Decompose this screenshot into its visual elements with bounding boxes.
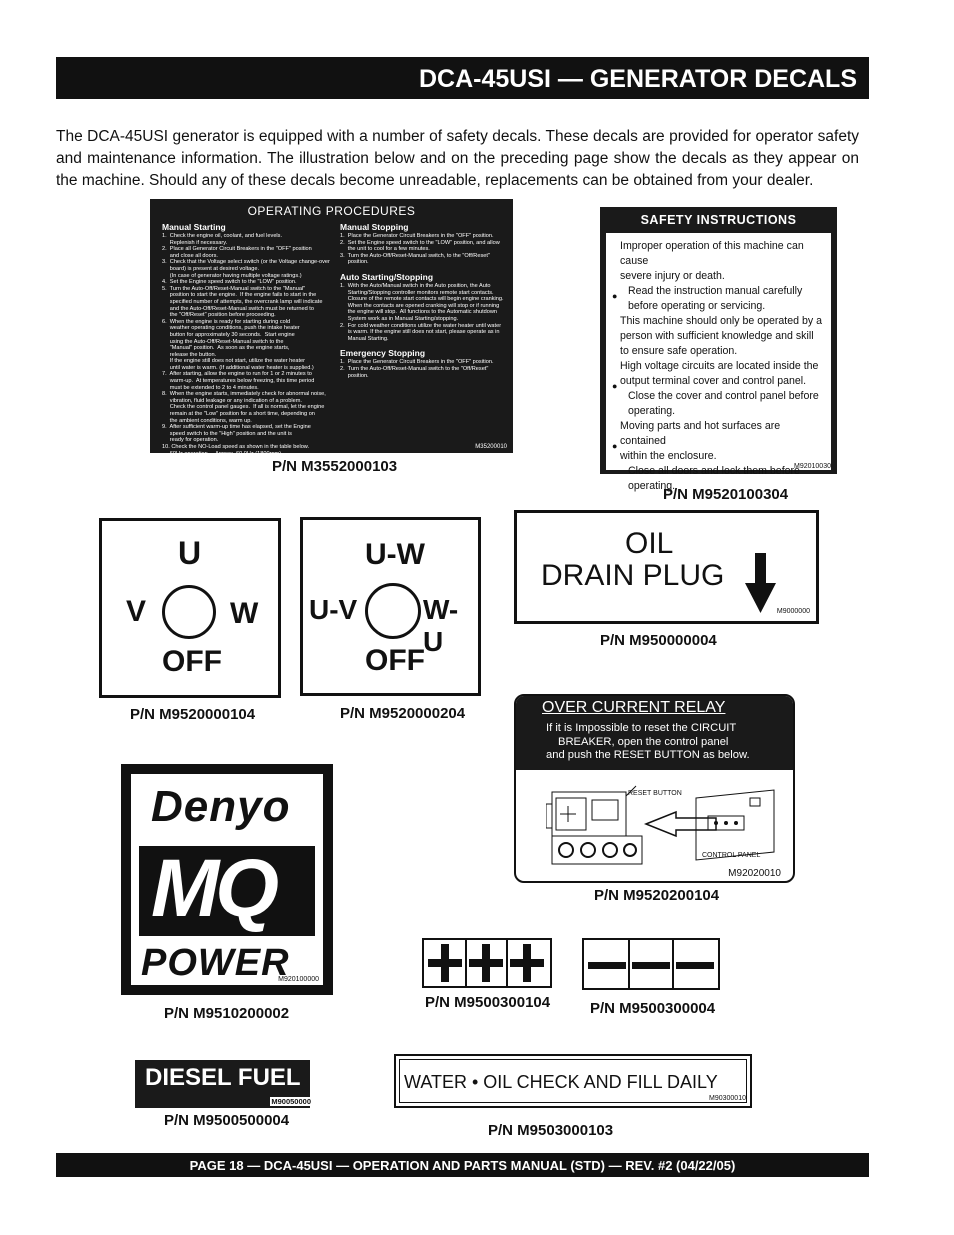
safety-line: Close all doors and lock them before — [628, 465, 800, 477]
relay-line: BREAKER, open the control panel — [558, 735, 729, 748]
op-step-line: 3. Check that the Voltage select switch (or the Voltage change-over — [162, 259, 330, 266]
arrow-down-icon — [745, 553, 777, 615]
auto-heading: Auto Starting/Stopping — [340, 271, 434, 282]
op-step-line: 2. Place all Generator Circuit Breakers in the "OFF" position — [162, 246, 312, 253]
op-left-column — [162, 219, 340, 464]
op-step-line: Closure of the remote start contacts will begin engine cranking. — [340, 296, 504, 303]
safety-line: operating. — [628, 405, 676, 417]
water-oil-label: WATER • OIL CHECK AND FILL DAILY — [404, 1072, 718, 1092]
op-step-line: (In case of generator having multiple voltage ratings.) — [162, 272, 302, 279]
safety-line: Improper operation of this machine can cause — [620, 240, 804, 267]
op-code: M35200010 — [475, 444, 507, 450]
op-step-line: 5. Turn the Auto-Off/Reset-Manual switch to the "Manual" — [162, 285, 306, 292]
switch1-part-number: P/N M9520000104 — [130, 706, 256, 723]
diesel-code: M90050000 — [271, 1097, 311, 1106]
safety-title: SAFETY INSTRUCTIONS — [640, 213, 797, 227]
op-step-line: 1. Check the engine oil, coolant, and fuel levels. — [162, 233, 283, 239]
op-step-line: button for approximately 30 seconds. Start engine — [162, 331, 295, 338]
op-step-line: ready for operation. — [162, 437, 219, 444]
manual-stopping-heading: Manual Stopping — [340, 222, 409, 232]
relay-line: If it is Impossible to reset the CIRCUIT — [546, 722, 737, 734]
manual-starting-heading: Manual Starting — [162, 222, 226, 232]
op-step-line: the "Off/Reset" position before proceeding. — [162, 312, 276, 319]
switch-label-off: OFF — [162, 645, 222, 678]
op-step-line: specified number of attempts, the overcrank lamp will indicate — [162, 298, 323, 305]
op-step-line: When the contacts are opened cranking will stop or if running — [340, 302, 500, 309]
op-step-line: 1. With the Auto/Manual switch in the Auto position, the Auto — [340, 282, 491, 289]
op-step-line: 2. For cold weather conditions utilize the water heater until water — [340, 322, 502, 329]
op-step-line: position. — [340, 259, 369, 266]
bullet-icon: ● — [612, 291, 618, 301]
op-step-line: position. — [340, 372, 369, 379]
page-footer: PAGE 18 — DCA-45USI — OPERATION AND PARTS MANUAL (STD) — REV. #2 (04/22/05) — [56, 1153, 869, 1177]
water-code: M90300010 — [709, 1095, 746, 1102]
op-step-line: warm-up. At temperatures below freezing, this time period — [162, 378, 315, 385]
op-step-line: the ambient conditions, warm up. — [162, 417, 252, 424]
safety-line: severe injury or death. — [620, 270, 725, 282]
oil-label: OIL — [625, 527, 674, 560]
op-step-line: 9. After sufficient warm-up time has elapsed, set the Engine — [162, 424, 311, 431]
control-panel-label: CONTROL PANEL — [702, 852, 761, 859]
relay-part-number: P/N M9520200104 — [594, 887, 720, 904]
over-current-relay-decal — [514, 694, 795, 883]
op-step-line: vibration, fluid leakage or any indication of a problem. — [162, 397, 302, 404]
op-step-line: must be extended to 2 to 4 minutes. — [162, 384, 259, 391]
op-step-line: Manual Starting. — [340, 335, 389, 342]
op-step-line: 10. Check the NO-Load speed as shown in the table below. — [162, 444, 310, 450]
diesel-fuel-decal — [135, 1060, 310, 1108]
op-step-line: 8. When the engine starts, immediately check for abnormal noise, — [162, 391, 326, 398]
op-step-line: 1. Place the Generator Circuit Breakers in the "OFF" position. — [340, 233, 494, 239]
reset-button-label: RESET BUTTON — [628, 790, 682, 797]
op-step-line: using the Auto-Off/Reset-Manual switch to the — [162, 338, 284, 345]
switch-label-right: W-U — [423, 594, 459, 657]
manual-stopping-steps — [340, 233, 508, 266]
denyo-part-number: P/N M9510200002 — [164, 1005, 290, 1022]
oil-code: M9000000 — [776, 608, 810, 615]
op-step-line: 4. Set the Engine speed switch to the "LOW" position. — [162, 279, 297, 286]
switch-circle-icon — [365, 583, 421, 639]
op-step-line: 11. Adjust the Voltage Regulator to the specified voltage. — [162, 457, 302, 464]
op-step-line: 2. Turn the Auto-Off/Reset-Manual switch to the "Off/Reset" — [340, 365, 489, 372]
op-step-line: remain at the "Low" position for a short time, depending on — [162, 411, 315, 418]
op-part-number: P/N M3552000103 — [272, 458, 398, 475]
switch-decal-uvw — [99, 518, 281, 698]
bullet-icon: ● — [612, 441, 618, 451]
safety-instructions-decal — [600, 207, 837, 492]
op-step-line: 6. When the engine is ready for starting during cold — [162, 318, 291, 325]
op-step-line: Replenish if necessary. — [162, 239, 228, 246]
oil-drain-plug-decal — [514, 510, 819, 624]
switch-label-top: U — [178, 535, 202, 571]
safety-code: M92010030 — [794, 463, 831, 470]
switch-label-top: U-W — [365, 538, 425, 571]
switch-label-off: OFF — [365, 644, 425, 677]
manual-starting-steps — [162, 233, 340, 464]
plus-part-number: P/N M9500300104 — [425, 994, 551, 1011]
op-step-line: Check the control panel gauges. If all is normal, let the engine — [162, 404, 325, 411]
switch-label-right: W — [230, 597, 259, 630]
op-step-line: Starting/Stopping controller monitors remote start contacts. — [340, 289, 494, 296]
op-step-line: 2. Set the Engine speed switch to the "LOW" position, and allow — [340, 239, 500, 246]
intro-paragraph: The DCA-45USI generator is equipped with a number of safety decals. These decals are provided for operator safety and maintenance information. The illustration below and on the preceding page show the decals as they appear on the machine. Should any of these decals become unreadable, replacements can be obtained from your dealer. — [56, 128, 859, 189]
op-step-line: 3. Turn the Auto-Off/Reset-Manual switch, to the "Off/Reset" — [340, 252, 490, 259]
switch-circle-icon — [162, 585, 216, 639]
relay-title: OVER CURRENT RELAY — [542, 699, 726, 716]
op-step-line: release the button. — [162, 351, 217, 358]
water-part-number: P/N M9503000103 — [488, 1122, 614, 1139]
op-step-line: is warm. If the engine still does not start, please operate as in — [340, 329, 500, 336]
op-right-column — [340, 219, 508, 379]
op-step-line: "Manual" position. As soon as the engine starts, — [162, 345, 290, 352]
op-step-line: speed switch to the "High" position and the unit is — [162, 430, 292, 437]
safety-line: to ensure safe operation. — [620, 345, 738, 357]
op-step-line: the unit to cool for a few minutes. — [340, 246, 430, 253]
diesel-part-number: P/N M9500500004 — [164, 1112, 290, 1129]
op-step-line: board) is present at desired voltage. — [162, 265, 260, 272]
op-step-line: If the engine still does not start, utilize the water heater — [162, 358, 306, 365]
op-step-line: 60Hz operation----Approx. 60.0Hz (1800rpm) — [162, 450, 282, 457]
safety-line: Moving parts and hot surfaces are contained — [620, 420, 781, 447]
safety-line: within the enclosure. — [620, 450, 717, 462]
switch2-part-number: P/N M9520000204 — [340, 705, 466, 722]
minus-icon — [584, 940, 718, 988]
denyo-code: M920100000 — [278, 976, 319, 983]
safety-line: operating. — [628, 480, 676, 492]
op-step-line: 7. After starting, allow the engine to run for 1 or 2 minutes to — [162, 371, 312, 378]
op-step-line: 1. Place the Generator Circuit Breakers in the "OFF" position. — [340, 359, 494, 366]
operating-procedures-decal — [150, 199, 513, 464]
switch-label-left: V — [126, 595, 147, 628]
denyo-mq-power-decal — [121, 764, 333, 995]
safety-body — [606, 233, 831, 492]
safety-line: before operating or servicing. — [628, 300, 766, 312]
relay-code: M92020010 — [728, 868, 781, 879]
op-step-line: and close all doors. — [162, 252, 218, 259]
switch-label-left: U-V — [309, 594, 358, 625]
safety-line: This machine should only be operated by a — [620, 315, 822, 327]
relay-line: and push the RESET BUTTON as below. — [546, 749, 750, 761]
safety-line: High voltage circuits are located inside the — [620, 360, 819, 372]
switch-decal-uvw-dual — [300, 517, 481, 696]
power-wordmark: POWER — [141, 942, 290, 984]
op-step-line: weather operating conditions, push the intake heater — [162, 325, 300, 332]
minus-part-number: P/N M9500300004 — [590, 1000, 716, 1017]
water-oil-inner-border — [399, 1059, 747, 1103]
op-step-line: until water is warm. (If additional water heater is supplied.) — [162, 364, 314, 371]
denyo-logo — [131, 774, 323, 985]
plus-icon — [424, 940, 550, 986]
relay-header — [516, 696, 793, 770]
positive-terminal-decal — [422, 938, 552, 988]
mq-wordmark: MQ — [151, 843, 276, 934]
diesel-fuel-label: DIESEL FUEL — [145, 1064, 301, 1091]
drain-plug-label: DRAIN PLUG — [541, 559, 725, 592]
bullet-icon: ● — [612, 381, 618, 391]
oil-part-number: P/N M950000004 — [600, 632, 717, 649]
water-oil-check-decal — [394, 1054, 752, 1108]
safety-line: output terminal cover and control panel. — [620, 375, 807, 387]
op-step-line: and the Auto-Off/Reset-Manual switch must be returned to — [162, 305, 314, 312]
emergency-heading: Emergency Stopping — [340, 348, 426, 359]
op-step-line: the engine will stop. All functions to the Automatic shutdown — [340, 309, 498, 316]
page-title: DCA-45USI — GENERATOR DECALS — [56, 57, 869, 99]
mq-logo-block — [139, 843, 315, 936]
op-step-line: position to start the engine. If the engine fails to start in the — [162, 292, 317, 299]
op-step-line: System work as in Manual Starting/stopping. — [340, 315, 459, 322]
negative-terminal-decal — [582, 938, 720, 990]
relay-instructions — [546, 722, 750, 763]
safety-line: Read the instruction manual carefully — [628, 285, 803, 297]
safety-part-number: P/N M9520100304 — [663, 486, 789, 503]
emergency-steps — [340, 359, 508, 379]
safety-line: person with sufficient knowledge and skill — [620, 330, 814, 342]
safety-line: Close the cover and control panel before — [628, 390, 819, 402]
operating-procedures-title: OPERATING PROCEDURES — [247, 204, 416, 218]
auto-steps — [340, 283, 508, 342]
denyo-wordmark: Denyo — [151, 782, 291, 831]
